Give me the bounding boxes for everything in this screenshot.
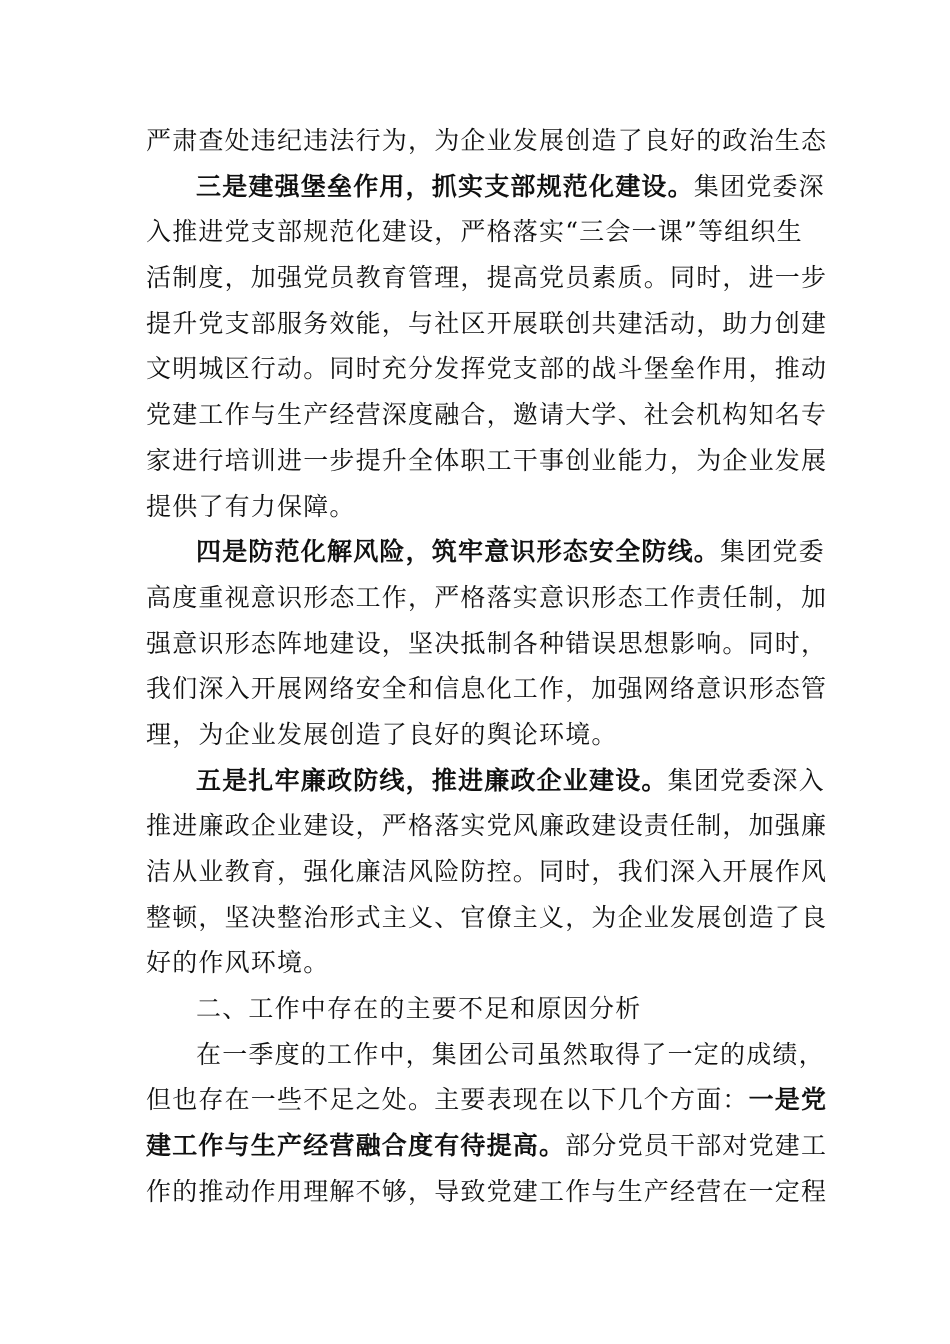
text-line	[146, 803, 828, 849]
line-text: 强意识形态阵地建设，坚决抵制各种错误思想影响。同时，	[146, 628, 828, 658]
line-text: 党建工作与生产经营深度融合，邀请大学、社会机构知名专	[146, 400, 828, 430]
text-line	[146, 438, 828, 484]
line-text: 活制度，加强党员教育管理，提高党员素质。同时，进一步	[146, 263, 828, 293]
line-text: 推进廉政企业建设，严格落实党风廉政建设责任制，加强廉	[146, 811, 828, 841]
body-text	[146, 118, 828, 1215]
paragraph-start-line	[146, 164, 825, 210]
text-line	[146, 1123, 828, 1169]
text-line	[146, 575, 828, 621]
line-text: 严肃查处违纪违法行为，为企业发展创造了良好的政治生态	[146, 126, 828, 155]
paragraph-start-line	[146, 1032, 825, 1078]
text-line	[146, 118, 828, 164]
line-text: 洁从业教育，强化廉洁风险防控。同时，我们深入开展作风	[146, 857, 828, 886]
paragraph-start-line	[146, 758, 825, 804]
text-line	[146, 1077, 828, 1123]
text-line	[146, 346, 828, 392]
text-line	[146, 940, 810, 986]
line-text: 我们深入开展网络安全和信息化工作，加强网络意识形态管	[146, 674, 828, 704]
line-text: 文明城区行动。同时充分发挥党支部的战斗堡垒作用，推动	[146, 354, 828, 384]
line-text: 集团党委	[720, 537, 825, 567]
section-heading	[146, 986, 810, 1032]
text-line	[146, 849, 828, 895]
line-text: 但也存在一些不足之处。主要表现在以下几个方面：	[146, 1085, 749, 1115]
line-text: 理，为企业发展创造了良好的舆论环境。	[146, 719, 618, 749]
line-text: 作的推动作用理解不够，导致党建工作与生产经营在一定程	[146, 1176, 828, 1206]
section-lead-bold: 五是扎牢廉政防线，推进廉政企业建设。	[196, 765, 668, 795]
line-text: 提供了有力保障。	[146, 491, 356, 521]
line-text: 整顿，坚决整治形式主义、官僚主义，为企业发展创造了良	[146, 902, 828, 932]
line-text: 提升党支部服务效能，与社区开展联创共建活动，助力创建	[146, 308, 828, 338]
inline-bold-text: 一是党	[748, 1085, 828, 1115]
text-line	[146, 392, 828, 438]
line-text: 集团党委深	[693, 171, 825, 201]
heading-text: 二、工作中存在的主要不足和原因分析	[196, 994, 642, 1024]
text-line	[146, 209, 810, 255]
line-text: 入推进党支部规范化建设，严格落实“三会一课”等组织生	[146, 217, 803, 247]
inline-bold-text: 建工作与生产经营融合度有待提高。	[146, 1131, 566, 1161]
line-text: 好的作风环境。	[146, 948, 330, 978]
text-line	[146, 255, 828, 301]
line-text: 在一季度的工作中，集团公司虽然取得了一定的成绩，	[196, 1039, 825, 1069]
line-text: 集团党委深入	[667, 765, 825, 795]
section-lead-bold: 三是建强堡垒作用，抓实支部规范化建设。	[196, 171, 694, 201]
line-text: 家进行培训进一步提升全体职工干事创业能力，为企业发展	[146, 445, 828, 475]
text-line	[146, 1169, 828, 1215]
text-line	[146, 301, 828, 347]
paragraph-start-line	[146, 529, 825, 575]
line-text: 高度重视意识形态工作，严格落实意识形态工作责任制，加	[146, 582, 828, 612]
text-line	[146, 712, 810, 758]
section-lead-bold: 四是防范化解风险，筑牢意识形态安全防线。	[196, 537, 721, 567]
text-line	[146, 621, 828, 667]
text-line	[146, 666, 828, 712]
text-line	[146, 484, 810, 530]
line-text: 部分党员干部对党建工	[565, 1131, 828, 1161]
text-line	[146, 895, 828, 941]
